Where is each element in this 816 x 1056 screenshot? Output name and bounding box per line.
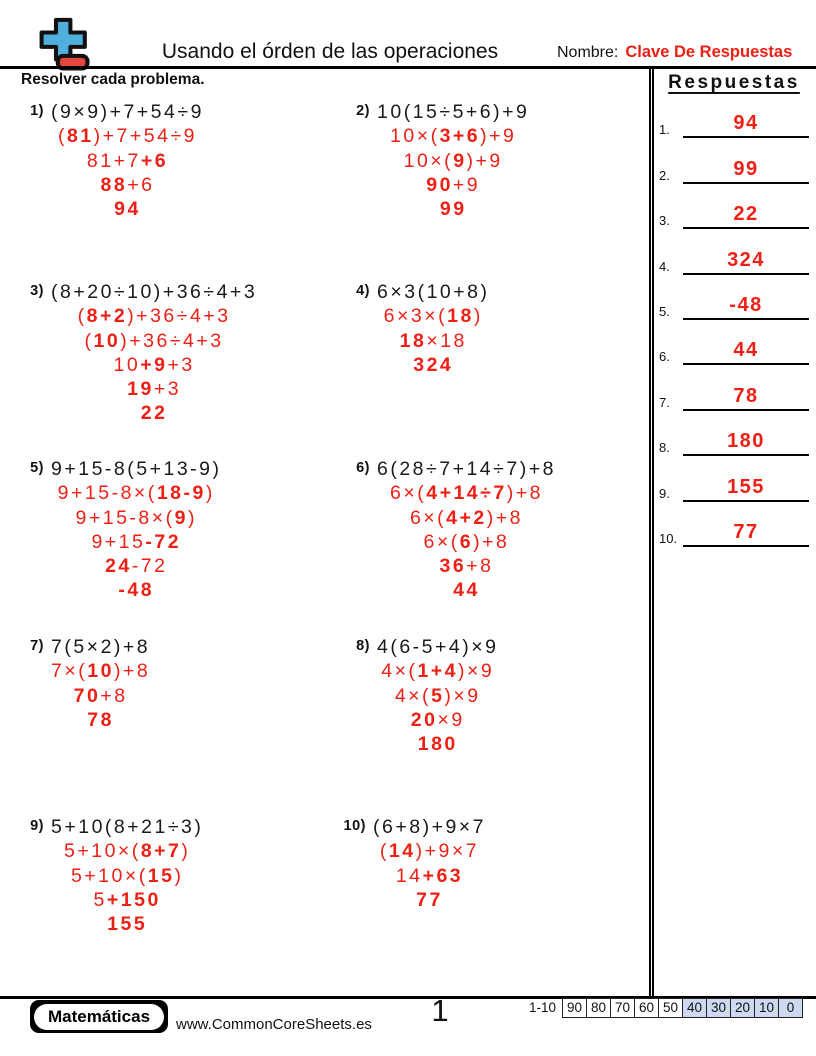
step-segment: ) — [473, 305, 483, 328]
step-segment: 24 — [105, 555, 132, 578]
answers-panel — [659, 72, 809, 547]
step-segment: 10 — [93, 329, 121, 352]
grade-cell: 30 — [707, 999, 731, 1017]
problem-block — [344, 635, 498, 756]
problem-block — [344, 280, 490, 377]
problem-work — [373, 815, 486, 912]
grading-range-label: 1-10 — [529, 1000, 557, 1015]
solution-step — [51, 329, 257, 353]
answer-row — [659, 229, 809, 274]
grade-cell: 50 — [659, 999, 683, 1017]
answer-number: 2. — [659, 167, 670, 183]
problem-work — [377, 280, 490, 377]
problem-block — [18, 100, 204, 221]
solution-step — [373, 839, 486, 863]
step-segment: 5 — [93, 888, 107, 911]
step-segment: )+9 — [480, 125, 517, 148]
solution-step — [377, 197, 529, 221]
answer-value: 94 — [683, 112, 809, 138]
grade-cell: 40 — [683, 999, 707, 1017]
solution-step — [51, 377, 257, 401]
step-segment: 4+2 — [446, 506, 487, 529]
solution-step — [51, 197, 204, 221]
solution-step — [377, 732, 498, 756]
answer-row — [659, 275, 809, 320]
answer-number: 3. — [659, 213, 670, 229]
problem-work — [51, 100, 204, 221]
grade-cell: 90 — [563, 999, 587, 1017]
answer-row — [659, 456, 809, 501]
answer-value: 78 — [683, 385, 809, 411]
step-segment: 6 — [459, 530, 474, 553]
subject-badge-label: Matemáticas — [34, 1004, 164, 1030]
solution-step — [51, 401, 257, 425]
problem-block — [18, 815, 203, 936]
step-segment: 6×( — [423, 530, 460, 553]
solution-step — [377, 329, 490, 353]
step-segment: ) — [174, 864, 184, 887]
step-segment: 3+6 — [439, 125, 481, 148]
answer-value: 180 — [683, 430, 809, 456]
solution-step — [377, 659, 498, 683]
solution-step — [51, 353, 257, 377]
solution-step — [51, 124, 204, 148]
solution-step — [373, 864, 486, 888]
answer-number: 6. — [659, 349, 670, 365]
step-segment: )+8 — [113, 660, 151, 683]
step-segment: 44 — [453, 579, 480, 602]
step-segment: 94 — [114, 198, 141, 221]
step-segment: )×9 — [458, 660, 495, 683]
step-segment: 4+14÷7 — [426, 482, 507, 505]
problem-expression: 6(28÷7+14÷7)+8 — [377, 458, 556, 480]
problem-expression: 4(6-5+4)×9 — [377, 636, 499, 658]
solution-step — [51, 888, 203, 912]
step-segment: 78 — [87, 708, 114, 731]
step-segment: 6×( — [389, 482, 427, 505]
step-segment: 14 — [395, 864, 423, 887]
answer-row — [659, 320, 809, 365]
problem-block — [344, 457, 556, 603]
answers-list — [659, 93, 809, 547]
step-segment: 22 — [140, 402, 168, 425]
problem-number: 4) — [356, 283, 370, 299]
solution-step — [377, 684, 498, 708]
problem-number: 1) — [30, 103, 44, 119]
problem-expression: 6×3(10+8) — [377, 281, 490, 303]
step-segment: 4×( — [381, 660, 418, 683]
solution-step — [377, 578, 556, 602]
answer-value: 77 — [683, 521, 809, 547]
problem-block — [18, 457, 222, 603]
website-url: www.CommonCoreSheets.es — [176, 1016, 372, 1033]
problem-number: 5) — [30, 460, 44, 476]
solution-step — [51, 864, 203, 888]
step-segment: 81+7 — [86, 149, 141, 172]
step-segment: -48 — [118, 579, 155, 602]
step-segment: 10 — [113, 353, 141, 376]
step-segment: +3 — [167, 353, 195, 376]
step-segment: 70 — [73, 684, 101, 707]
grade-cell: 70 — [611, 999, 635, 1017]
solution-step — [51, 684, 150, 708]
grade-cell: 10 — [755, 999, 779, 1017]
problem-work — [51, 635, 150, 732]
step-segment: 9+15-8×( — [57, 482, 157, 505]
step-segment: 5+10×( — [70, 864, 148, 887]
step-segment: 8+2 — [86, 305, 128, 328]
step-segment: 6×3×( — [383, 305, 448, 328]
step-segment: 15 — [147, 864, 175, 887]
solution-step — [51, 708, 150, 732]
answer-row — [659, 93, 809, 138]
step-segment: -72 — [131, 555, 168, 578]
solution-step — [373, 888, 486, 912]
grade-cell: 0 — [779, 999, 802, 1017]
worksheet-title: Usando el órden de las operaciones — [161, 40, 499, 63]
step-segment: 155 — [107, 913, 148, 936]
answer-value: 324 — [683, 249, 809, 275]
step-segment: 77 — [416, 888, 443, 911]
solution-step — [377, 304, 490, 328]
solution-step — [51, 530, 222, 554]
solution-step — [51, 659, 150, 683]
answer-value: 155 — [683, 476, 809, 502]
solution-step — [377, 124, 529, 148]
solution-step — [51, 578, 222, 602]
step-segment: 4×( — [394, 684, 432, 707]
step-segment: 36 — [439, 555, 467, 578]
problem-work — [377, 457, 556, 603]
step-segment: 180 — [417, 733, 458, 756]
problem-number: 3) — [30, 283, 44, 299]
answer-value: 44 — [683, 339, 809, 365]
grade-cell: 60 — [635, 999, 659, 1017]
grading-table — [562, 998, 803, 1018]
solution-step — [51, 304, 257, 328]
name-row — [557, 43, 792, 62]
step-segment: 1+4 — [417, 660, 459, 683]
step-segment: 10×( — [390, 125, 440, 148]
problem-block — [340, 815, 486, 912]
solution-step — [51, 173, 204, 197]
step-segment: ×18 — [426, 329, 467, 352]
problem-expression: (8+20÷10)+36÷4+3 — [51, 281, 258, 303]
problem-block — [18, 635, 150, 732]
step-segment: +150 — [106, 888, 161, 911]
answer-number: 5. — [659, 303, 670, 319]
step-segment: 81 — [66, 125, 94, 148]
step-segment: 324 — [413, 353, 454, 376]
step-segment: )+36÷4+3 — [120, 329, 224, 352]
step-segment: )+8 — [486, 506, 523, 529]
step-segment: 19 — [127, 378, 154, 401]
step-segment: 18 — [447, 305, 474, 328]
answer-number: 7. — [659, 394, 670, 410]
problem-work — [51, 457, 222, 603]
step-segment: ) — [188, 506, 198, 529]
answers-title: Respuestas — [668, 72, 800, 93]
step-segment: 14 — [388, 840, 416, 863]
answer-row — [659, 365, 809, 410]
step-segment: +6 — [140, 149, 169, 172]
solution-step — [377, 506, 556, 530]
grading-scale — [529, 997, 803, 1018]
problem-block — [18, 280, 257, 426]
step-segment: +6 — [127, 173, 155, 196]
solution-step — [377, 481, 556, 505]
step-segment: ( — [77, 305, 87, 328]
grade-cell: 80 — [587, 999, 611, 1017]
step-segment: ( — [84, 329, 94, 352]
problem-work — [377, 635, 498, 756]
step-segment: 90 — [426, 173, 453, 196]
step-segment: 9+15 — [91, 530, 146, 553]
step-segment: ( — [57, 125, 67, 148]
instruction-text: Resolver cada problema. — [21, 71, 205, 88]
answer-number: 9. — [659, 485, 670, 501]
problem-expression: (6+8)+9×7 — [373, 816, 487, 838]
step-segment: 5 — [431, 684, 445, 707]
solution-step — [377, 530, 556, 554]
problem-expression: (9×9)+7+54÷9 — [51, 101, 204, 123]
header-divider — [0, 66, 816, 69]
step-segment: 7×( — [51, 660, 88, 683]
step-segment: 18 — [399, 329, 427, 352]
step-segment: 9 — [453, 149, 467, 172]
step-segment: 8+7 — [140, 840, 182, 863]
answer-value: 99 — [683, 158, 809, 184]
solution-step — [377, 554, 556, 578]
step-segment: )+9 — [466, 149, 503, 172]
answer-number: 1. — [659, 122, 670, 138]
page-number: 1 — [431, 993, 449, 1028]
answer-row — [659, 184, 809, 229]
answer-value: 22 — [683, 203, 809, 229]
solution-step — [377, 708, 498, 732]
step-segment: 5+10×( — [64, 840, 141, 863]
step-segment: )+7+54÷9 — [93, 125, 197, 148]
problem-block — [344, 100, 529, 221]
step-segment: +3 — [153, 378, 182, 401]
answer-row — [659, 138, 809, 183]
step-segment: ×9 — [437, 708, 465, 731]
answer-key-label: Clave De Respuestas — [625, 43, 793, 61]
answer-number: 8. — [659, 440, 670, 456]
problem-work — [51, 280, 257, 426]
subject-badge — [30, 1000, 168, 1033]
step-segment: ) — [181, 840, 191, 863]
step-segment: )+36÷4+3 — [127, 305, 231, 328]
step-segment: +8 — [466, 555, 494, 578]
problem-expression: 7(5×2)+8 — [51, 636, 151, 658]
step-segment: +9 — [452, 173, 481, 196]
problem-expression: 9+15-8(5+13-9) — [51, 458, 222, 480]
step-segment: 99 — [439, 198, 467, 221]
solution-step — [377, 353, 490, 377]
problem-number: 9) — [30, 818, 44, 834]
answer-row — [659, 411, 809, 456]
step-segment: )+8 — [473, 530, 510, 553]
answer-row — [659, 502, 809, 547]
problem-number: 2) — [356, 103, 370, 119]
step-segment: 6×( — [409, 506, 447, 529]
step-segment: 9 — [174, 506, 189, 529]
step-segment: 20 — [410, 708, 438, 731]
step-segment: 9+15-8×( — [75, 506, 175, 529]
problem-number: 10) — [343, 818, 366, 834]
problem-expression: 5+10(8+21÷3) — [51, 816, 204, 838]
step-segment: )+8 — [506, 482, 543, 505]
answer-number: 10. — [659, 530, 678, 546]
name-label: Nombre: — [557, 44, 619, 61]
problem-work — [51, 815, 203, 936]
problem-number: 7) — [30, 638, 44, 654]
step-segment: 10 — [87, 660, 114, 683]
step-segment: 10×( — [403, 149, 454, 172]
solution-step — [51, 912, 203, 936]
solution-step — [377, 149, 529, 173]
step-segment: +63 — [422, 864, 464, 887]
solution-step — [51, 839, 203, 863]
step-segment: +9 — [140, 353, 168, 376]
answer-number: 4. — [659, 258, 670, 274]
problem-number: 6) — [356, 460, 370, 476]
answer-value: -48 — [683, 294, 809, 320]
step-segment: ( — [379, 840, 389, 863]
step-segment: +8 — [100, 684, 128, 707]
solution-step — [51, 481, 222, 505]
problem-expression: 10(15÷5+6)+9 — [377, 101, 530, 123]
solution-step — [51, 149, 204, 173]
problem-work — [377, 100, 529, 221]
problem-number: 8) — [356, 638, 370, 654]
step-segment: )×9 — [444, 684, 481, 707]
step-segment: )+9×7 — [415, 840, 480, 863]
solution-step — [51, 554, 222, 578]
step-segment: 88 — [100, 173, 128, 196]
step-segment: ) — [205, 482, 215, 505]
solution-step — [51, 506, 222, 530]
grade-cell: 20 — [731, 999, 755, 1017]
solution-step — [377, 173, 529, 197]
answers-panel-divider — [649, 66, 654, 997]
step-segment: 18-9 — [156, 482, 206, 505]
step-segment: -72 — [145, 530, 182, 553]
